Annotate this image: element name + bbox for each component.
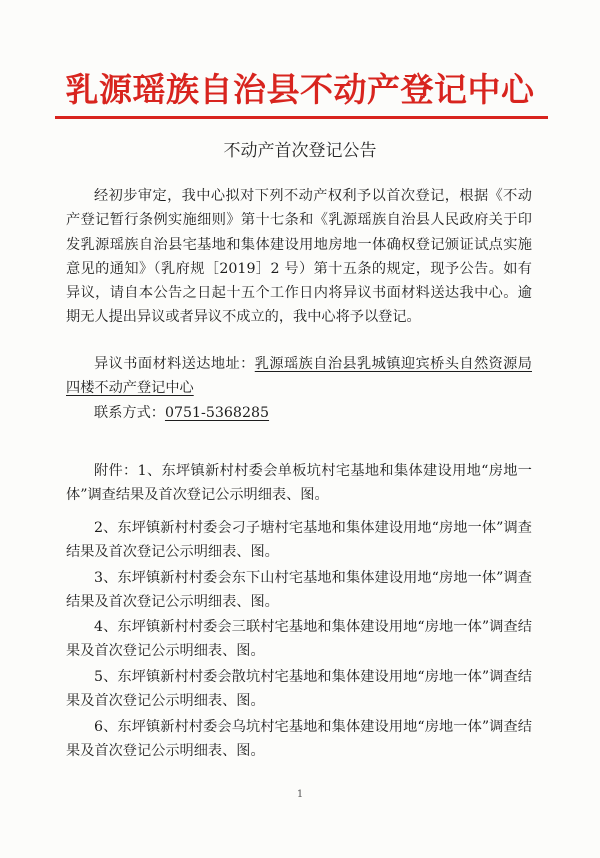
attachment-item: 3、东坪镇新村村委会东下山村宅基地和集体建设用地“房地一体”调查结果及首次登记公示明细表、图。 (66, 570, 532, 611)
notice-body: 经初步审定，我中心拟对下列不动产权利予以首次登记，根据《不动产登记暂行条例实施细则》第十七条和《乳源瑶族自治县人民政府关于印发乳源瑶族自治县宅基地和集体建设用地房地一体确权登记颁证试点实施意见的通知》（乳府规［2019］2 号）第十五条的规定，现予公告。如有异议，请自本公告之日起十五个工作日内将异议书面材料送达我中心。逾期无人提出异议或者异议不成立的，我中心将予以登记。 (66, 188, 532, 326)
attachment-item: 4、东坪镇新村村委会三联村宅基地和集体建设用地“房地一体”调查结果及首次登记公示明细表、图。 (66, 619, 532, 660)
contact-label: 联系方式： (94, 405, 165, 421)
attachment-item: 2、东坪镇新村村委会刁子塘村宅基地和集体建设用地“房地一体”调查结果及首次登记公示明细表、图。 (66, 520, 532, 561)
attachment-item: 5、东坪镇新村村委会散坑村宅基地和集体建设用地“房地一体”调查结果及首次登记公示明细表、图。 (66, 669, 532, 710)
address-label: 异议书面材料送达地址： (94, 356, 255, 372)
attachment-item: 附件：1、东坪镇新村村委会单板坑村宅基地和集体建设用地“房地一体”调查结果及首次登记公示明细表、图。 (66, 463, 532, 504)
header-divider (55, 116, 548, 119)
contact-info (66, 401, 560, 425)
page-number: 1 (296, 789, 304, 800)
contact-phone: 0751-5368285 (164, 405, 270, 421)
address-value: 乳源瑶族自治县乳城镇迎宾桥头自然资源局四楼不动产登记中心 (66, 356, 532, 397)
organization-header: 乳源瑶族自治县不动产登记中心 (65, 70, 535, 109)
attachment-item: 6、东坪镇新村村委会乌坑村宅基地和集体建设用地“房地一体”调查结果及首次登记公示明细表、图。 (66, 719, 532, 760)
notice-title: 不动产首次登记公告 (223, 141, 377, 161)
objection-address (66, 352, 532, 401)
